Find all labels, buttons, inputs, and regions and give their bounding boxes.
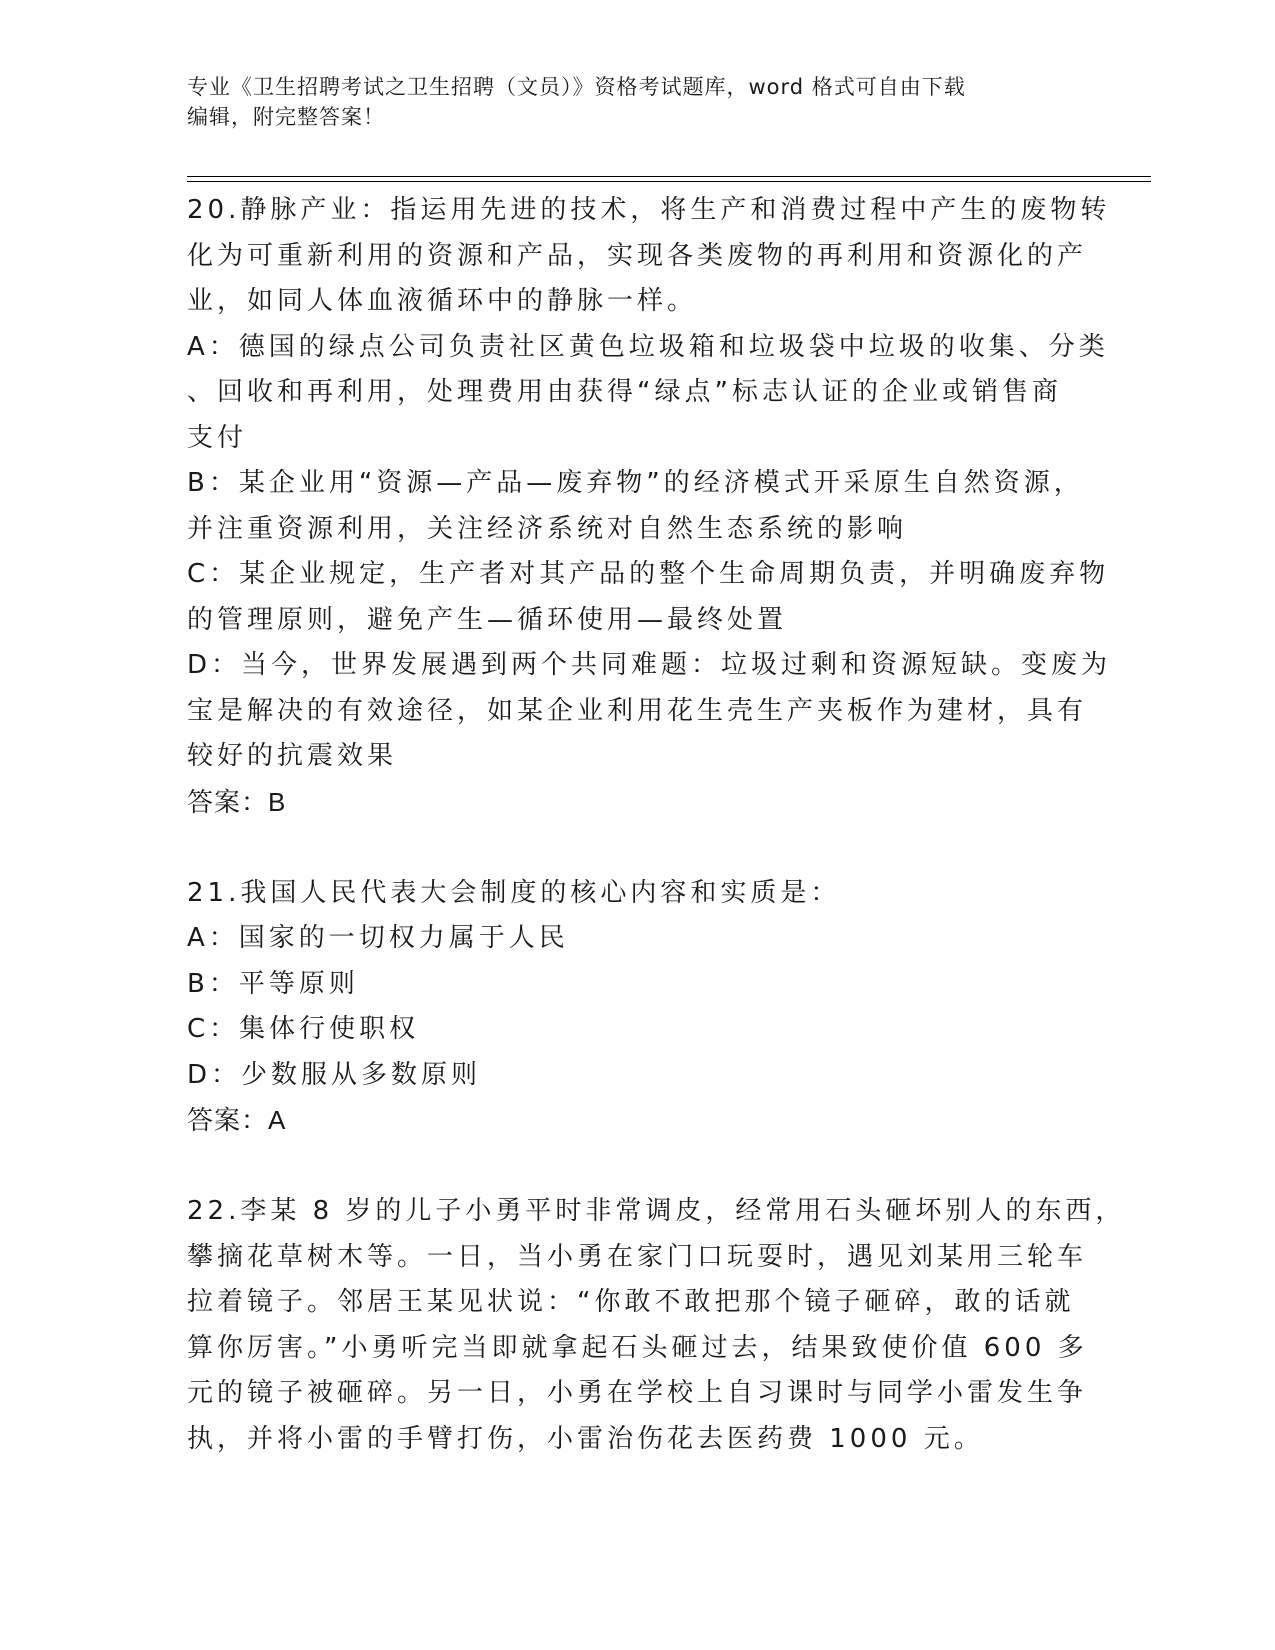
question-line: 元的镜子被砸碎。另一日，小勇在学校上自习课时与同学小雷发生争 (187, 1378, 1088, 1408)
option-c-cont: 的管理原则，避免产生—循环使用—最终处置 (187, 604, 788, 635)
question-line: 攀摘花草树木等。一日，当小勇在家门口玩耍时，遇见刘某用三轮车 (187, 1241, 1088, 1272)
question-22 (187, 1189, 1126, 1462)
question-line: 执，并将小雷的手臂打伤，小雷治伤花去医药费 1000 元。 (187, 1423, 984, 1454)
header-divider-bottom (187, 181, 1151, 182)
option-a-cont: 支付 (187, 422, 248, 453)
document-body (187, 188, 1126, 1462)
question-20 (187, 188, 1112, 825)
question-line: 20.静脉产业：指运用先进的技术，将生产和消费过程中产生的废物转 (187, 195, 1111, 225)
option-d-cont: 较好的抗震效果 (187, 741, 398, 771)
question-line: 拉着镜子。邻居王某见状说：“你敢不敢把那个镜子砸碎，敢的话就 (187, 1287, 1075, 1317)
document-header (187, 72, 1087, 132)
option-b: B：平等原则 (187, 968, 359, 999)
spacer (187, 1144, 1087, 1190)
question-line: 22.李某 8 岁的儿子小勇平时非常调皮，经常用石头砸坏别人的东西， (187, 1196, 1126, 1226)
option-d: D：少数服从多数原则 (187, 1059, 482, 1090)
option-a: A：德国的绿点公司负责社区黄色垃圾箱和垃圾袋中垃圾的收集、分类 (187, 331, 1109, 362)
option-c: C：集体行使职权 (187, 1014, 420, 1044)
option-d-cont: 宝是解决的有效途径，如某企业利用花生壳生产夹板作为建材，具有 (187, 695, 1088, 726)
question-21 (187, 871, 1087, 1144)
option-b: B：某企业用“资源—产品—废弃物”的经济模式开采原生自然资源， (187, 468, 1084, 498)
question-line: 业，如同人体血液循环中的静脉一样。 (187, 286, 698, 316)
spacer (187, 825, 1087, 871)
answer-label: 答案：B (187, 786, 287, 817)
header-line: 编辑，附完整答案！ (187, 105, 385, 129)
option-c: C：某企业规定，生产者对其产品的整个生命周期负责，并明确废弃物 (187, 559, 1110, 589)
header-line: 专业《卫生招聘考试之卫生招聘（文员）》资格考试题库，word 格式可自由下载 (187, 75, 966, 99)
option-a: A：国家的一切权力属于人民 (187, 923, 569, 953)
question-line: 算你厉害。”小勇听完当即就拿起石头砸过去，结果致使价值 600 多 (187, 1332, 1088, 1363)
answer-label: 答案：A (187, 1105, 287, 1135)
option-b-cont: 并注重资源利用，关注经济系统对自然生态系统的影响 (187, 513, 908, 544)
question-line: 21.我国人民代表大会制度的核心内容和实质是： (187, 877, 841, 908)
question-line: 化为可重新利用的资源和产品，实现各类废物的再利用和资源化的产 (187, 240, 1088, 271)
option-d: D：当今，世界发展遇到两个共同难题：垃圾过剩和资源短缺。变废为 (187, 650, 1112, 680)
header-divider-top (187, 176, 1151, 177)
option-a-cont: 、回收和再利用，处理费用由获得“绿点”标志认证的企业或销售商 (187, 377, 1062, 407)
